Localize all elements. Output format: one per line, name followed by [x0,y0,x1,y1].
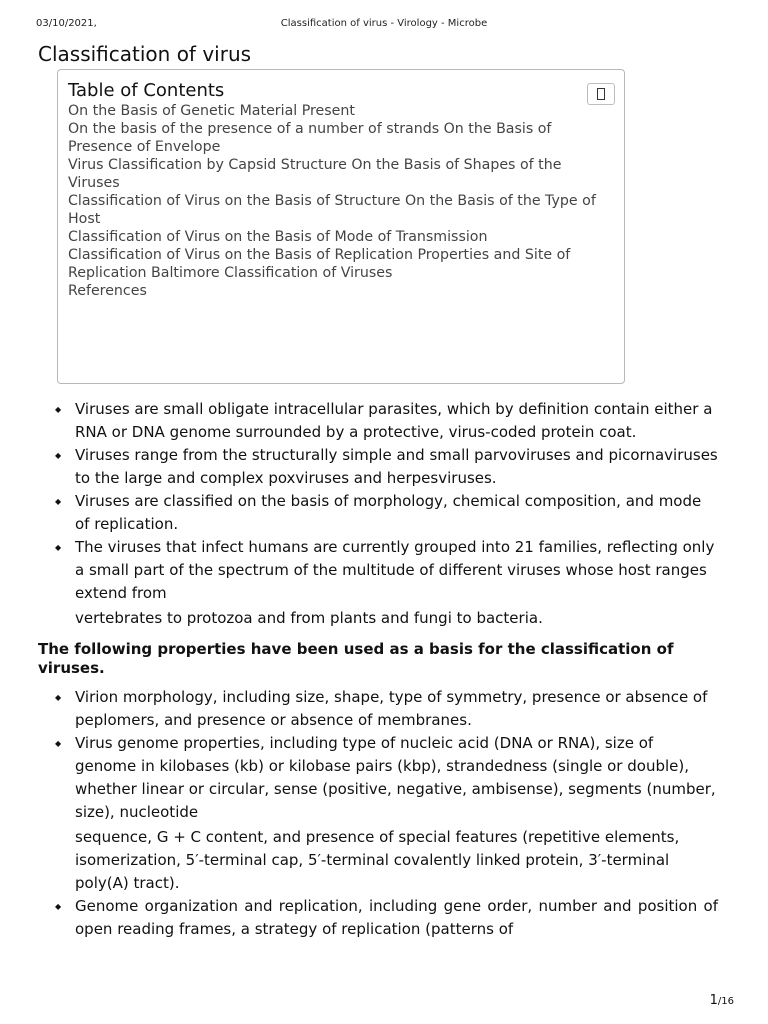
toc-item[interactable]: Classification of Virus on the Basis of Replication Properties and Site of Replication Baltimore Classification of Viruses [68,247,571,281]
toc-item[interactable]: Classification of Virus on the Basis of Structure On the Basis of the Type of Host [68,193,596,227]
toc-title: Table of Contents [68,80,225,101]
toggle-list-icon [597,88,605,100]
toc-toggle-button[interactable] [587,83,615,105]
print-date: 03/10/2021, [36,18,97,29]
page-number [710,993,734,1008]
intro-bullet-list [0,398,718,630]
list-item-continuation: vertebrates to protozoa and from plants and fungi to bacteria. [75,609,543,627]
toc-item[interactable]: On the basis of the presence of a number of strands On the Basis of Presence of Envelope [68,121,552,155]
toc-item[interactable]: References [68,283,147,299]
table-of-contents [57,69,625,384]
list-item-text: Genome organization and replication, including gene order, number and position of open reading frames, a strategy of replication (patterns of [75,897,718,938]
article-body [0,398,768,941]
toc-item[interactable]: Classification of Virus on the Basis of Mode of Transmission [68,229,488,245]
list-item-text: Viruses are classified on the basis of morphology, chemical composition, and mode of replication. [75,492,702,533]
list-item-text: The viruses that infect humans are currently grouped into 21 families, reflecting only a small part of the spectrum of the multitude of different viruses whose host ranges extend from [75,538,715,602]
print-header [0,18,768,32]
list-item-text: Virus genome properties, including type of nucleic acid (DNA or RNA), size of genome in kilobases (kb) or kilobase pairs (kbp), strandedness (single or double), whether linear or circular, sense (positive, negative, ambisense), segments (number, size), nucleotide [75,734,716,821]
list-item [75,490,718,536]
page-title: Classification of virus [38,42,252,66]
list-item-continuation: sequence, G + C content, and presence of special features (repetitive elements, isomerization, 5′-terminal cap, 5′-terminal covalently linked protein, 3′-terminal poly(A) tract). [75,828,680,892]
toc-item[interactable]: On the Basis of Genetic Material Present [68,103,355,119]
list-item-text: Virion morphology, including size, shape, type of symmetry, presence or absence of peplomers, and presence or absence of membranes. [75,688,708,729]
print-doc-title: Classification of virus - Virology - Microbe [280,18,488,29]
section-heading: The following properties have been used as a basis for the classification of viruses. [38,640,674,677]
list-item-text: Viruses range from the structurally simple and small parvoviruses and picornaviruses to the large and complex poxviruses and herpesviruses. [75,446,718,487]
list-item-text: Viruses are small obligate intracellular parasites, which by definition contain either a RNA or DNA genome surrounded by a protective, virus-coded protein coat. [75,400,713,441]
toc-item[interactable]: Virus Classification by Capsid Structure On the Basis of Shapes of the Viruses [68,157,562,191]
properties-bullet-list [0,686,718,941]
list-item [75,398,718,444]
list-item [75,444,718,490]
page-current: 1 [709,993,718,1008]
list-item [75,536,718,630]
toc-list [68,102,614,300]
page-total: /16 [717,996,734,1007]
list-item [75,895,718,941]
list-item [75,732,718,895]
list-item [75,686,718,732]
